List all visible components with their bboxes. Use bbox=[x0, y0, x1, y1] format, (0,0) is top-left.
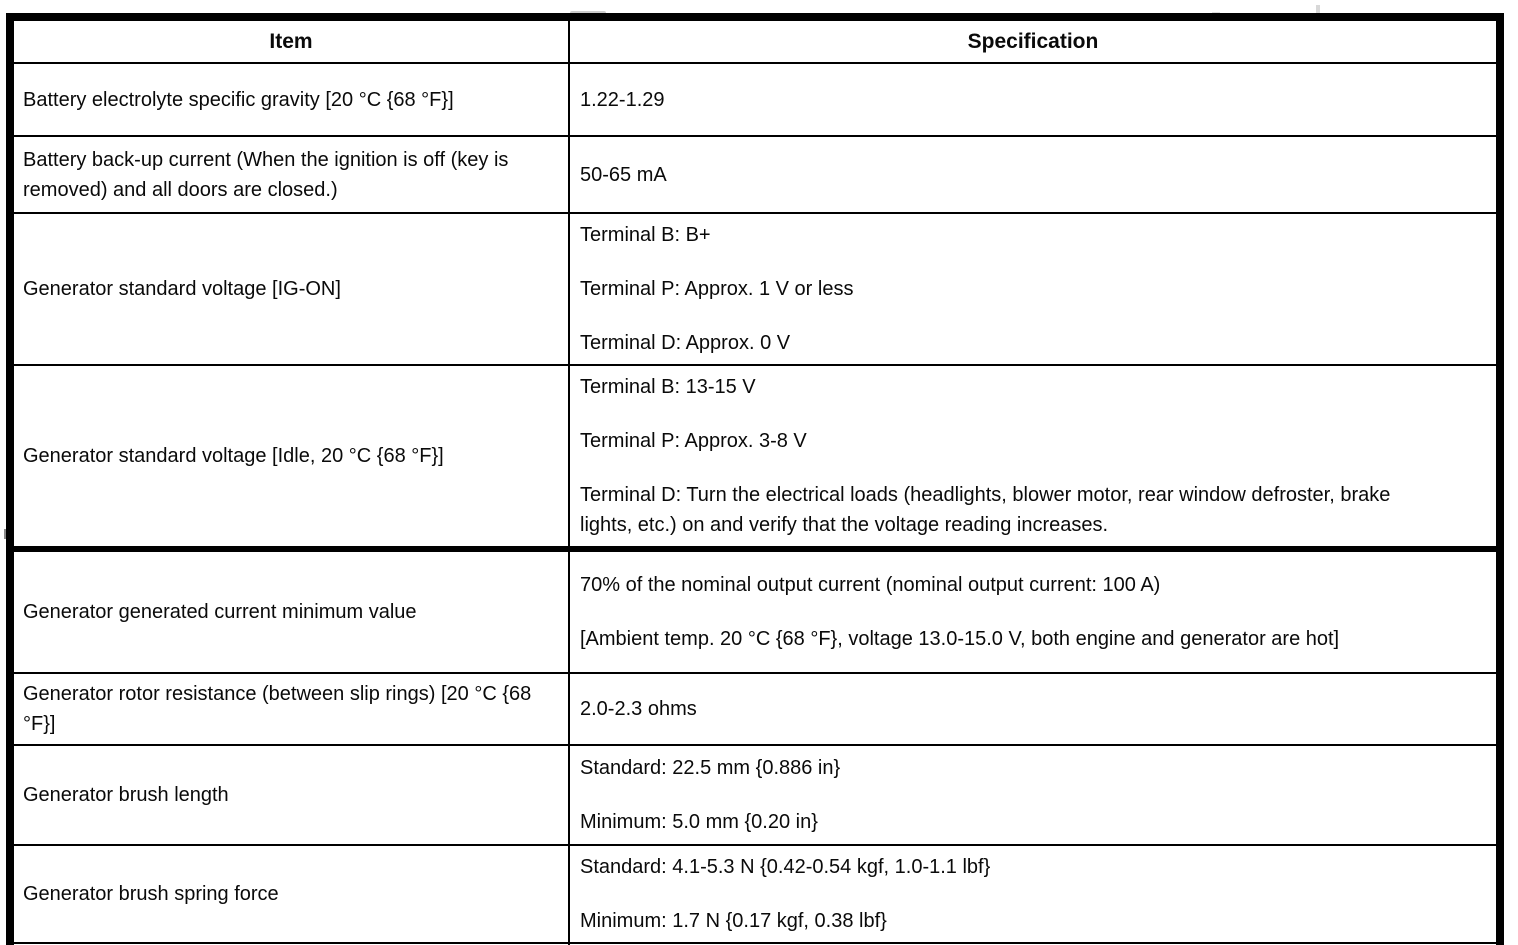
spec-text: Standard: 4.1-5.3 N {0.42-0.54 kgf, 1.0-1.1 lbf} bbox=[580, 856, 991, 878]
spec-text: Terminal B: B+ bbox=[580, 224, 711, 246]
item-text: Generator standard voltage [Idle, 20 °C {68 °F}] bbox=[23, 445, 444, 467]
spec-cell bbox=[569, 845, 1497, 943]
item-cell bbox=[13, 845, 569, 943]
item-text: Generator brush spring force bbox=[23, 883, 279, 905]
table-row-generator-voltage-ig-on bbox=[13, 213, 1497, 365]
specification-table-frame bbox=[6, 13, 1504, 945]
item-cell bbox=[13, 745, 569, 845]
spec-text: Terminal P: Approx. 1 V or less bbox=[580, 278, 854, 300]
item-text: Generator rotor resistance (between slip rings) [20 °C {68 °F}] bbox=[23, 683, 532, 735]
item-cell bbox=[13, 213, 569, 365]
spec-cell bbox=[569, 213, 1497, 365]
table-row-battery-electrolyte bbox=[13, 63, 1497, 136]
table-row-generator-rotor-resistance bbox=[13, 673, 1497, 745]
item-cell bbox=[13, 549, 569, 673]
item-text: Battery electrolyte specific gravity [20 °C {68 °F}] bbox=[23, 88, 454, 111]
spec-cell bbox=[569, 745, 1497, 845]
item-text: Battery back-up current (When the ignition is off (key is removed) and all doors are closed.) bbox=[23, 148, 509, 201]
spec-cell bbox=[569, 136, 1497, 213]
table-row-generator-voltage-idle bbox=[13, 365, 1497, 549]
item-text: Generator generated current minimum value bbox=[23, 601, 417, 623]
item-column-header: Item bbox=[13, 20, 569, 63]
table-header-row bbox=[13, 20, 1497, 63]
item-cell bbox=[13, 63, 569, 136]
spec-text: 1.22-1.29 bbox=[580, 88, 665, 111]
table-row-battery-backup-current bbox=[13, 136, 1497, 213]
spec-text: Terminal P: Approx. 3-8 V bbox=[580, 430, 807, 452]
spec-text: Terminal D: Approx. 0 V bbox=[580, 332, 791, 354]
spec-text: Standard: 22.5 mm {0.886 in} bbox=[580, 757, 841, 779]
item-cell bbox=[13, 365, 569, 549]
item-text: Generator standard voltage [IG-ON] bbox=[23, 278, 341, 300]
spec-text: Minimum: 1.7 N {0.17 kgf, 0.38 lbf} bbox=[580, 910, 887, 932]
item-text: Generator brush length bbox=[23, 784, 229, 806]
spec-text: 70% of the nominal output current (nominal output current: 100 A) bbox=[580, 574, 1161, 596]
item-cell bbox=[13, 136, 569, 213]
spec-text: 50-65 mA bbox=[580, 163, 667, 186]
item-cell bbox=[13, 673, 569, 745]
table-row-generator-current-minimum bbox=[13, 549, 1497, 673]
spec-cell bbox=[569, 549, 1497, 673]
spec-cell bbox=[569, 63, 1497, 136]
spec-text: Terminal B: 13-15 V bbox=[580, 376, 756, 398]
specification-table bbox=[12, 19, 1498, 945]
specification-column-header: Specification bbox=[569, 20, 1497, 63]
spec-text: [Ambient temp. 20 °C {68 °F}, voltage 13.0-15.0 V, both engine and generator are hot] bbox=[580, 628, 1340, 650]
table-row-generator-brush-spring-force bbox=[13, 845, 1497, 943]
spec-cell bbox=[569, 673, 1497, 745]
spec-text: Minimum: 5.0 mm {0.20 in} bbox=[580, 811, 818, 833]
spec-text: 2.0-2.3 ohms bbox=[580, 698, 697, 720]
spec-text: Terminal D: Turn the electrical loads (headlights, blower motor, rear window defroster, brake lights, etc.) on and verify that the voltage reading increases. bbox=[580, 484, 1391, 536]
spec-cell bbox=[569, 365, 1497, 549]
table-row-generator-brush-length bbox=[13, 745, 1497, 845]
